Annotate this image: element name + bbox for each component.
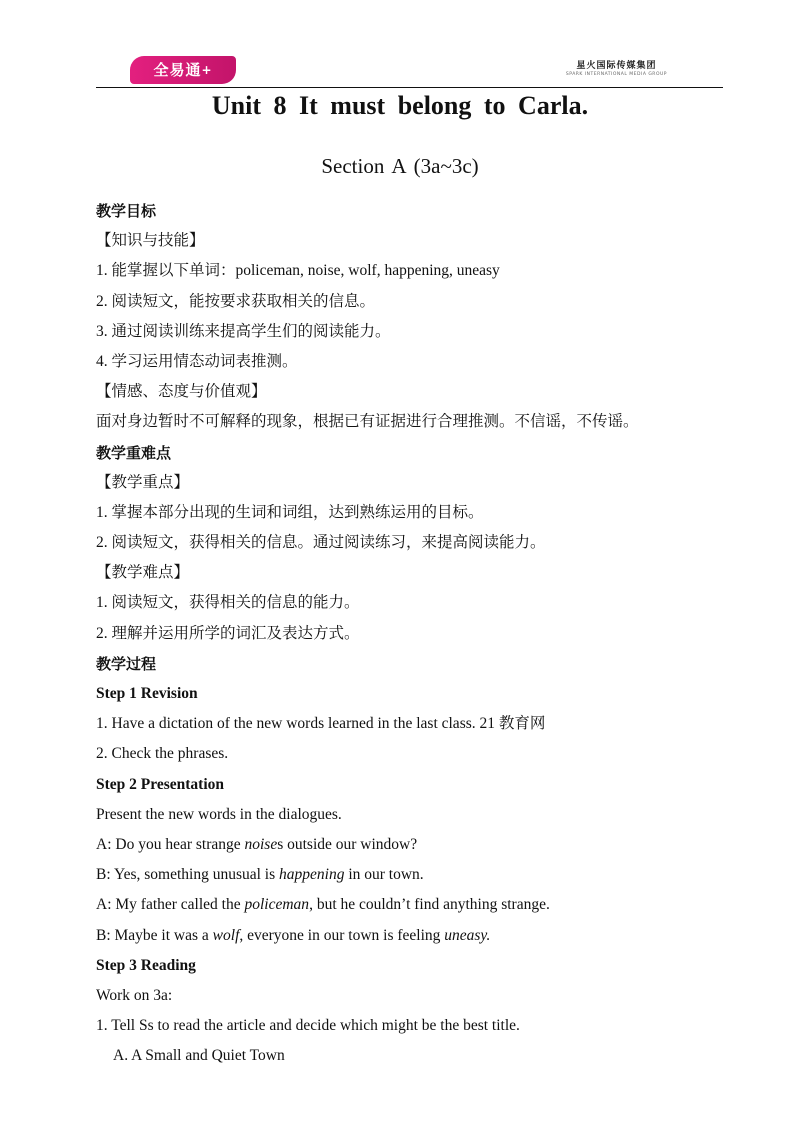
step-1-item-2: 2. Check the phrases. xyxy=(96,745,229,763)
heading-process: 教学过程 xyxy=(96,654,157,673)
dialogue-text: s outside our window? xyxy=(277,835,418,853)
dialogue-text: A: My father called the xyxy=(96,896,245,914)
attitudes-text: 面对身边暂时不可解释的现象，根据已有证据进行合理推测。不信谣，不传谣。 xyxy=(96,413,639,431)
dialogue-keyword: wolf xyxy=(212,926,240,944)
option-a: A. A Small and Quiet Town xyxy=(113,1047,285,1065)
subheading-focus: 【教学重点】 xyxy=(96,473,190,491)
dialogue-keyword: uneasy. xyxy=(444,926,491,944)
step-3-intro: Work on 3a: xyxy=(96,986,173,1004)
subheading-difficulty: 【教学难点】 xyxy=(96,564,190,582)
focus-1: 1. 掌握本部分出现的生词和词组，达到熟练运用的目标。 xyxy=(96,503,484,521)
page-title: Unit 8 It must belong to Carla. xyxy=(211,91,589,120)
publisher-name-en: SPARK INTERNATIONAL MEDIA GROUP xyxy=(565,72,667,77)
brand-logo xyxy=(130,56,236,84)
dialogue-text: , everyone in our town is feeling xyxy=(239,926,445,944)
step-1-item-1: 1. Have a dictation of the new words learned in the last class. 21 教育网 xyxy=(96,715,546,733)
dialogue-text: , but he couldn’t find anything strange. xyxy=(309,896,550,914)
page-header xyxy=(96,52,723,88)
dialogue-text: A: Do you hear strange xyxy=(96,835,245,853)
step-3-item-1: 1. Tell Ss to read the article and decide which might be the best title. xyxy=(96,1017,520,1035)
difficulty-1: 1. 阅读短文，获得相关的信息的能力。 xyxy=(96,594,360,612)
dialogue-text: B: Maybe it was a xyxy=(96,926,213,944)
logo-text: 全易通 xyxy=(153,61,202,79)
subheading-attitudes: 【情感、态度与价值观】 xyxy=(96,383,267,401)
dialogue-keyword: happening xyxy=(279,866,345,884)
objective-2: 2. 阅读短文，能按要求获取相关的信息。 xyxy=(96,292,376,310)
header-rule xyxy=(96,87,723,88)
step-2-title: Step 2 Presentation xyxy=(96,775,225,793)
dialogue-line-4 xyxy=(96,921,736,951)
dialogue-line-2 xyxy=(96,860,736,890)
dialogue-keyword: policeman xyxy=(244,896,310,914)
dialogue-text: B: Yes, something unusual is xyxy=(96,866,280,884)
step-2-intro: Present the new words in the dialogues. xyxy=(96,805,342,823)
logo-plus: + xyxy=(201,63,213,77)
publisher-mark xyxy=(566,58,667,77)
dialogue-keyword: noise xyxy=(244,835,278,853)
heading-key-points: 教学重难点 xyxy=(96,443,172,462)
dialogue-line-3 xyxy=(96,890,736,920)
objective-1: 1. 能掌握以下单词：policeman, noise, wolf, happening, uneasy xyxy=(96,262,500,280)
dialogue-line-1 xyxy=(96,830,736,860)
publisher-name-cn: 星火国际传媒集团 xyxy=(576,61,657,71)
document-body xyxy=(96,196,736,1071)
step-3-title: Step 3 Reading xyxy=(96,956,196,974)
heading-objectives: 教学目标 xyxy=(96,202,157,220)
dialogue-text: in our town. xyxy=(344,866,424,884)
subheading-knowledge: 【知识与技能】 xyxy=(96,232,205,250)
focus-2: 2. 阅读短文，获得相关的信息。通过阅读练习，来提高阅读能力。 xyxy=(96,534,546,552)
page-subtitle: Section A (3a~3c) xyxy=(321,154,479,178)
objective-3: 3. 通过阅读训练来提高学生们的阅读能力。 xyxy=(96,322,391,340)
objective-4: 4. 学习运用情态动词表推测。 xyxy=(96,352,298,370)
step-1-title: Step 1 Revision xyxy=(96,685,198,702)
difficulty-2: 2. 理解并运用所学的词汇及表达方式。 xyxy=(96,624,360,642)
